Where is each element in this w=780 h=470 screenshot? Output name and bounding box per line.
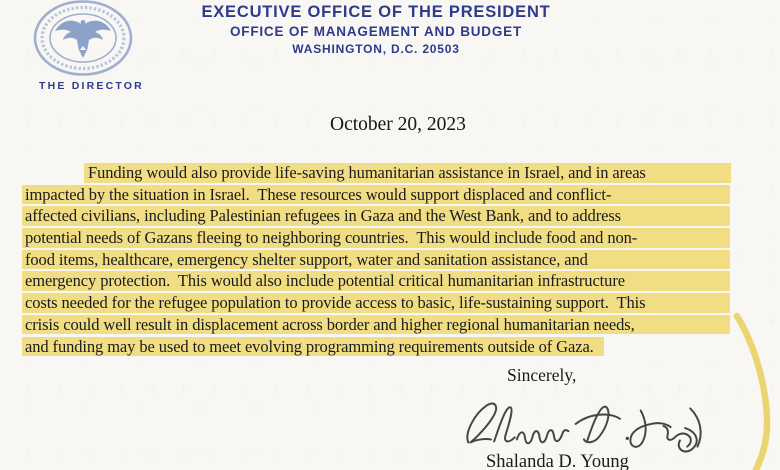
letterhead-line-3: WASHINGTON, D.C. 20503: [292, 42, 460, 56]
letterhead: [150, 2, 602, 57]
highlighted-line: food items, healthcare, emergency shelter support, water and sanitation assistance, and: [22, 250, 730, 270]
highlighted-line: potential needs of Gazans fleeing to neighboring countries. This would include food and non-: [22, 228, 730, 248]
highlighted-line: Funding would also provide life-saving humanitarian assistance in Israel, and in areas: [84, 163, 731, 183]
highlighted-line: emergency protection. This would also include potential critical humanitarian infrastructure: [22, 271, 730, 291]
highlighted-line: crisis could well result in displacement across border and higher regional humanitarian needs,: [22, 315, 730, 335]
highlighted-line: costs needed for the refugee population to provide access to basic, life-sustaining support. This: [22, 293, 730, 313]
typed-signer-name: Shalanda D. Young: [486, 452, 629, 470]
letter-date: October 20, 2023: [330, 114, 466, 135]
valediction: Sincerely,: [507, 365, 577, 385]
highlighted-line: and funding may be used to meet evolving programming requirements outside of Gaza.: [22, 337, 604, 357]
letter-body-paragraph: [22, 163, 730, 358]
letterhead-line-2: OFFICE OF MANAGEMENT AND BUDGET: [229, 24, 523, 39]
director-label: THE DIRECTOR: [39, 80, 144, 92]
letterhead-line-1: EXECUTIVE OFFICE OF THE PRESIDENT: [201, 3, 551, 21]
highlighted-line: impacted by the situation in Israel. These resources would support displaced and conflict-: [22, 185, 730, 205]
highlighted-line: affected civilians, including Palestinian refugees in Gaza and the West Bank, and to address: [22, 206, 730, 226]
omb-seal-icon: [33, 0, 133, 78]
signature-shalanda-d-young: [462, 394, 710, 458]
